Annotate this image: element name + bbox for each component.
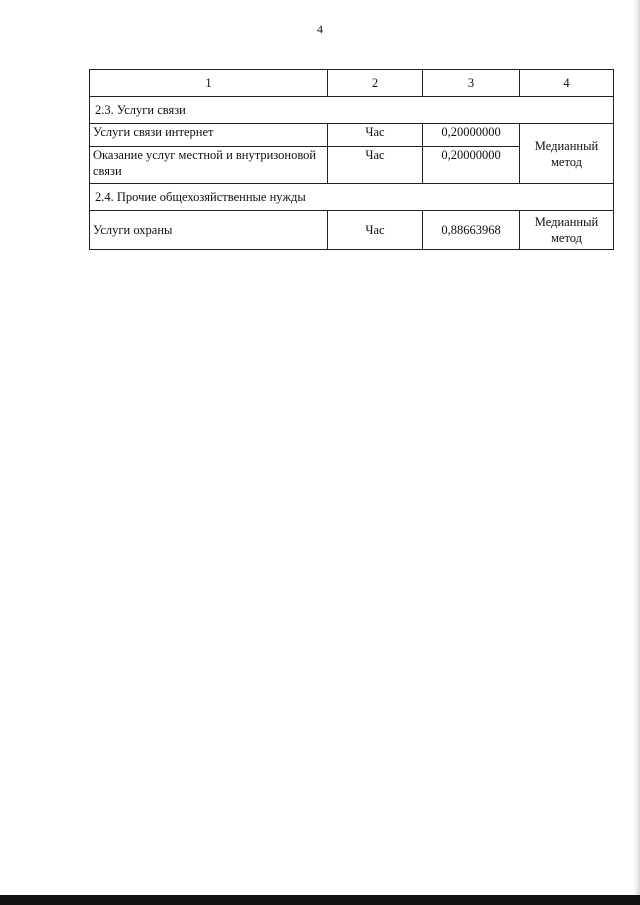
- service-unit: Час: [328, 211, 423, 250]
- header-col-2: 2: [328, 70, 423, 97]
- table-header-row: [90, 70, 614, 97]
- table-row: [90, 211, 614, 250]
- calculation-method: Медианный метод: [520, 124, 614, 184]
- header-col-4: 4: [520, 70, 614, 97]
- service-unit: Час: [328, 124, 423, 147]
- section-title: 2.4. Прочие общехозяйственные нужды: [90, 184, 614, 211]
- service-name: Услуги охраны: [90, 211, 328, 250]
- service-value: 0,20000000: [423, 124, 520, 147]
- section-row: [90, 184, 614, 211]
- table-row: [90, 124, 614, 147]
- scan-bottom-border: [0, 895, 640, 905]
- calculation-method: Медианный метод: [520, 211, 614, 250]
- section-title: 2.3. Услуги связи: [90, 97, 614, 124]
- tariff-table: [89, 69, 614, 250]
- header-col-1: 1: [90, 70, 328, 97]
- scan-edge-shadow: [633, 0, 640, 895]
- page-number: 4: [317, 22, 323, 36]
- service-value: 0,88663968: [423, 211, 520, 250]
- service-name: Услуги связи интернет: [90, 124, 328, 147]
- service-name: Оказание услуг местной и внутризоновой связи: [90, 147, 328, 184]
- section-row: [90, 97, 614, 124]
- service-unit: Час: [328, 147, 423, 184]
- header-col-3: 3: [423, 70, 520, 97]
- service-value: 0,20000000: [423, 147, 520, 184]
